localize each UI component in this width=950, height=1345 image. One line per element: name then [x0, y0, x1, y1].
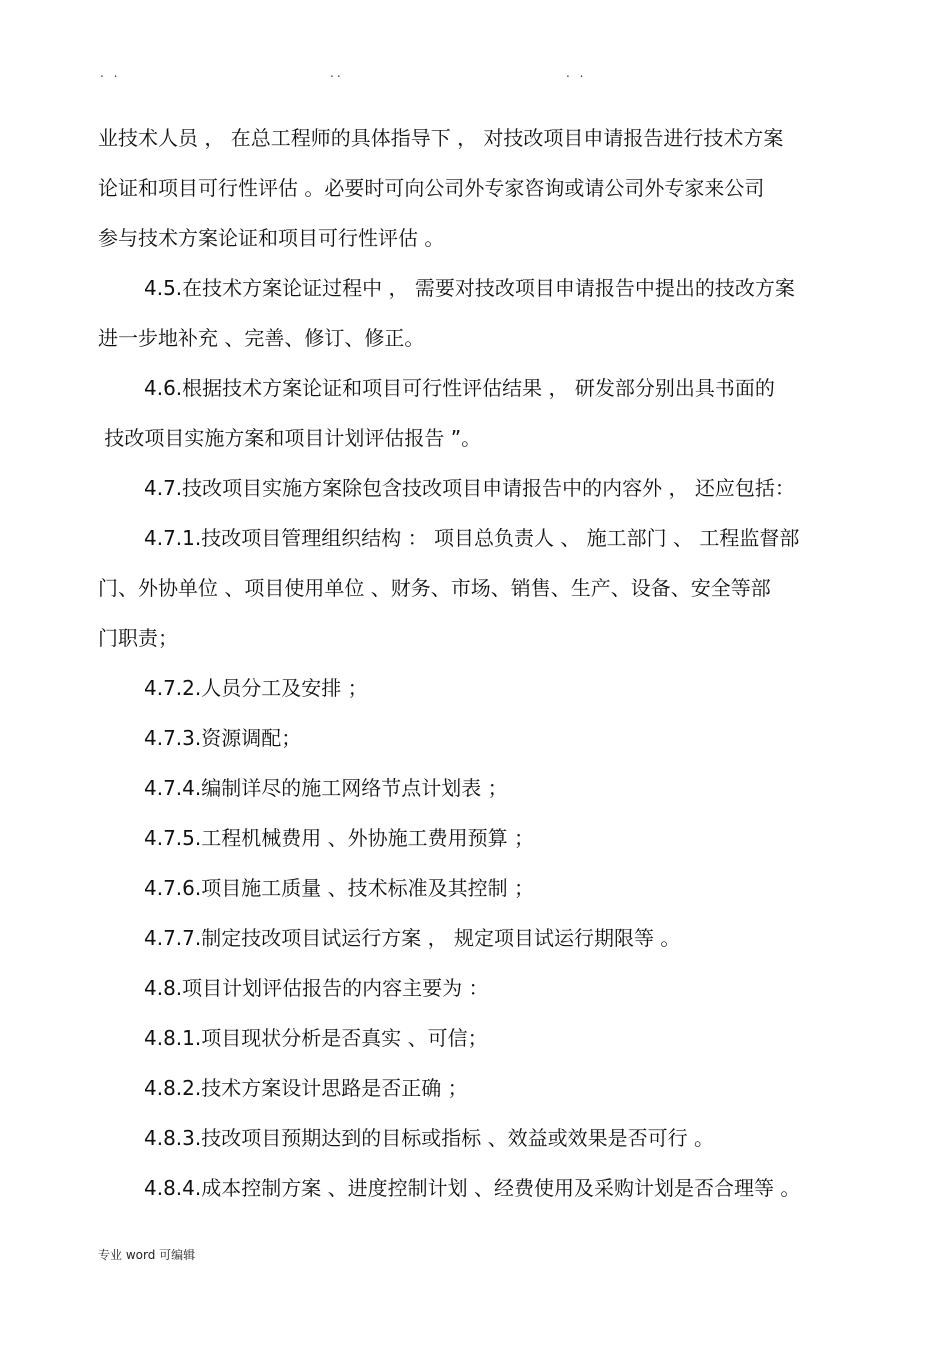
- paragraph-4-7: 4.7.技改项目实施方案除包含技改项目申请报告中的内容外 ， 还应包括：: [144, 476, 795, 500]
- item-4-7-2: 4.7.2.人员分工及安排 ；: [144, 676, 368, 700]
- item-4-7-6: 4.7.6.项目施工质量 、技术标准及其控制 ；: [144, 876, 534, 900]
- item-4-7-4: 4.7.4.编制详尽的施工网络节点计划表 ；: [144, 776, 508, 800]
- item-4-7-3: 4.7.3.资源调配；: [144, 726, 302, 750]
- text-line: 进一步地补充 、完善、修订、修正。: [98, 326, 425, 350]
- text-line: 技改项目实施方案和项目计划评估报告 ”。: [98, 426, 482, 450]
- item-4-8-2: 4.8.2.技术方案设计思路是否正确 ；: [144, 1076, 468, 1100]
- page-footer: 专业 word 可编辑: [98, 1248, 196, 1262]
- item-4-7-1: 4.7.1.技改项目管理组织结构 ： 项目总负责人 、 施工部门 、 工程监督部: [144, 526, 800, 550]
- text-line: 业技术人员 ， 在总工程师的具体指导下 ， 对技改项目申请报告进行技术方案: [98, 126, 784, 150]
- text-line: 门、外协单位 、项目使用单位 、财务、市场、销售、生产、设备、安全等部: [98, 576, 771, 600]
- item-4-8-3: 4.8.3.技改项目预期达到的目标或指标 、效益或效果是否可行 。: [144, 1126, 714, 1150]
- text-line: 门职责；: [98, 626, 178, 650]
- header-mark-right: . .: [566, 66, 587, 80]
- paragraph-4-6: 4.6.根据技术方案论证和项目可行性评估结果 ， 研发部分别出具书面的: [144, 376, 775, 400]
- header-mark-left: . .: [100, 66, 121, 80]
- item-4-8-1: 4.8.1.项目现状分析是否真实 、可信；: [144, 1026, 488, 1050]
- text-line: 论证和项目可行性评估 。必要时可向公司外专家咨询或请公司外专家来公司: [98, 176, 765, 200]
- item-4-8-4: 4.8.4.成本控制方案 、进度控制计划 、经费使用及采购计划是否合理等 。: [144, 1176, 801, 1200]
- item-4-7-5: 4.7.5.工程机械费用 、外协施工费用预算 ；: [144, 826, 534, 850]
- text-line: 参与技术方案论证和项目可行性评估 。: [98, 226, 445, 250]
- item-4-7-7: 4.7.7.制定技改项目试运行方案 ， 规定项目试运行期限等 。: [144, 926, 681, 950]
- paragraph-4-8: 4.8.项目计划评估报告的内容主要为 ：: [144, 976, 489, 1000]
- header-mark-center: ..: [330, 66, 344, 80]
- paragraph-4-5: 4.5.在技术方案论证过程中 ， 需要对技改项目申请报告中提出的技改方案: [144, 276, 795, 300]
